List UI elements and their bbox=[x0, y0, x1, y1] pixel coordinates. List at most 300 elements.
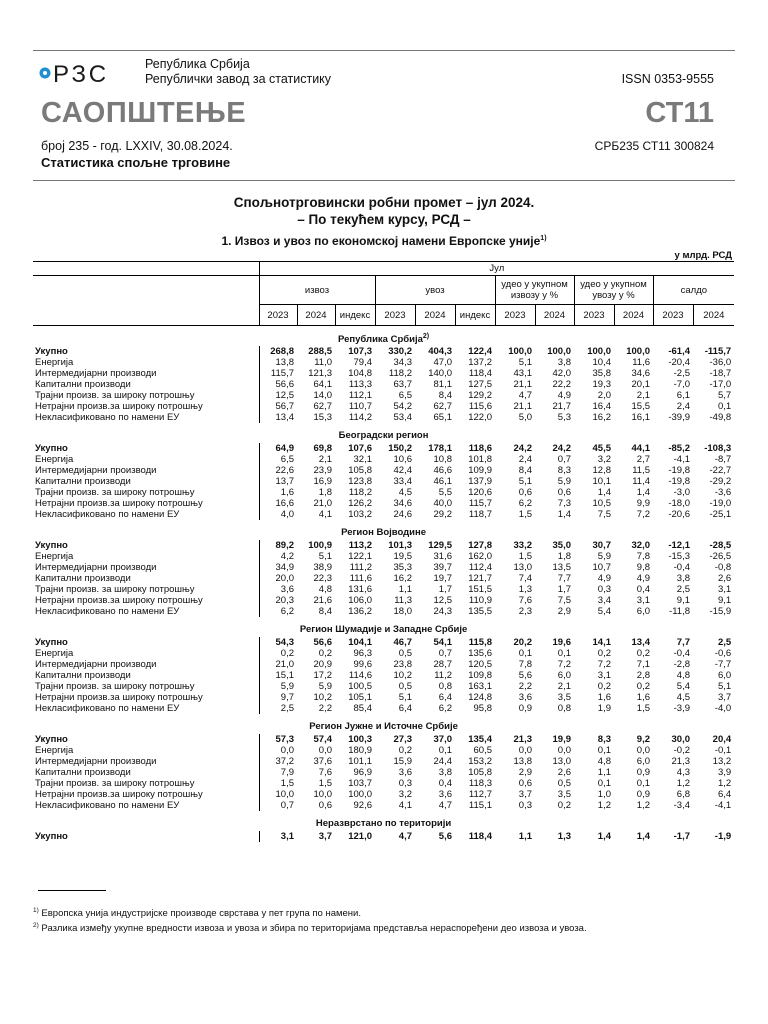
value-cell: -85,2 bbox=[668, 443, 690, 454]
value-cell: 3,1 bbox=[259, 831, 297, 842]
month-header: Јул bbox=[259, 262, 734, 276]
row-label: Капитални производи bbox=[35, 670, 131, 681]
value-cell: 44,1 bbox=[631, 443, 650, 454]
value-cell: 3,8 bbox=[676, 573, 690, 584]
year-header: 2024 bbox=[614, 305, 653, 326]
value-cell: 20,4 bbox=[712, 734, 732, 745]
value-cell: 1,6 bbox=[636, 692, 650, 703]
value-cell: 3,9 bbox=[717, 767, 732, 778]
value-cell: -19,0 bbox=[709, 498, 732, 509]
value-cell: 7,8 bbox=[518, 659, 532, 670]
region-header-row bbox=[33, 326, 734, 347]
value-cell: 121,7 bbox=[468, 573, 492, 584]
value-cell: 0,2 bbox=[636, 648, 650, 659]
value-cell: 56,7 bbox=[259, 401, 297, 412]
year-header: 2023 bbox=[574, 305, 614, 326]
value-cell: 27,3 bbox=[393, 734, 412, 745]
value-cell: 0,4 bbox=[636, 584, 650, 595]
value-cell: 1,3 bbox=[518, 584, 532, 595]
value-cell: 114,2 bbox=[348, 412, 372, 423]
value-cell: 42,4 bbox=[393, 465, 412, 476]
region-header-row bbox=[33, 714, 734, 734]
value-cell: 3,6 bbox=[398, 767, 412, 778]
table-row bbox=[33, 778, 734, 789]
row-label: Енергија bbox=[35, 454, 74, 465]
value-cell: -4,1 bbox=[673, 454, 690, 465]
value-cell: 1,6 bbox=[259, 487, 297, 498]
value-cell: 96,9 bbox=[353, 767, 372, 778]
rzs-logo bbox=[37, 60, 137, 86]
value-cell: 10,5 bbox=[592, 498, 611, 509]
year-header: 2024 bbox=[693, 305, 734, 326]
value-cell: 0,2 bbox=[557, 800, 571, 811]
footnote-2: $^{2)}$ Разлика између укупне вредности извоза и увоза и збира по територијама представља нераспоређени део извоза и увоза. bbox=[33, 922, 587, 935]
value-cell: -36,0 bbox=[709, 357, 732, 368]
value-cell: 45,5 bbox=[592, 443, 611, 454]
value-cell: 100,5 bbox=[348, 681, 372, 692]
region-header-row bbox=[33, 520, 734, 540]
value-cell: 13,0 bbox=[513, 562, 532, 573]
value-cell: 1,7 bbox=[557, 584, 571, 595]
value-cell: 1,4 bbox=[636, 487, 650, 498]
value-cell: 100,0 bbox=[348, 789, 372, 800]
value-cell: 113,2 bbox=[348, 540, 372, 551]
value-cell: 113,3 bbox=[348, 379, 372, 390]
row-label: Некласификовано по намени ЕУ bbox=[35, 703, 180, 714]
header-year-row bbox=[33, 305, 734, 326]
value-cell: 101,3 bbox=[388, 540, 412, 551]
value-cell: 115,1 bbox=[468, 800, 492, 811]
row-label: Нетрајни произв.за широку потрошњу bbox=[35, 789, 203, 800]
value-cell: 63,7 bbox=[393, 379, 412, 390]
value-cell: 3,5 bbox=[557, 692, 571, 703]
value-cell: 1,8 bbox=[318, 487, 332, 498]
value-cell: 69,8 bbox=[313, 443, 332, 454]
value-cell: 31,6 bbox=[433, 551, 452, 562]
import-header: увоз bbox=[375, 276, 495, 305]
value-cell: 1,4 bbox=[557, 509, 571, 520]
export-header: извоз bbox=[259, 276, 375, 305]
header-month-row bbox=[33, 262, 734, 276]
value-cell: 10,8 bbox=[433, 454, 452, 465]
series-code: СТ11 bbox=[645, 97, 714, 129]
value-cell: 16,4 bbox=[592, 401, 611, 412]
value-cell: -20,4 bbox=[668, 357, 690, 368]
value-cell: 4,8 bbox=[676, 670, 690, 681]
value-cell: -4,1 bbox=[714, 800, 732, 811]
value-cell: 101,8 bbox=[468, 454, 492, 465]
value-cell: 2,6 bbox=[557, 767, 571, 778]
value-cell: 6,0 bbox=[636, 606, 650, 617]
value-cell: 7,2 bbox=[597, 659, 611, 670]
value-cell: 6,2 bbox=[259, 606, 297, 617]
value-cell: 43,1 bbox=[513, 368, 532, 379]
value-cell: 40,0 bbox=[433, 498, 452, 509]
value-cell: 14,1 bbox=[592, 637, 611, 648]
value-cell: 15,3 bbox=[313, 412, 332, 423]
header-group-row bbox=[33, 276, 734, 305]
trade-table bbox=[33, 261, 734, 842]
value-cell: 2,2 bbox=[518, 681, 532, 692]
value-cell: 4,1 bbox=[318, 509, 332, 520]
value-cell: 9,8 bbox=[636, 562, 650, 573]
value-cell: 6,0 bbox=[636, 756, 650, 767]
value-cell: 3,7 bbox=[717, 692, 732, 703]
region-name: Регион Шумадије и Западне Србије bbox=[299, 623, 468, 635]
value-cell: 114,6 bbox=[348, 670, 372, 681]
value-cell: 4,1 bbox=[398, 800, 412, 811]
value-cell: 109,9 bbox=[468, 465, 492, 476]
value-cell: 10,1 bbox=[592, 476, 611, 487]
value-cell: 89,2 bbox=[259, 540, 297, 551]
value-cell: 115,6 bbox=[468, 401, 492, 412]
value-cell: -1,9 bbox=[714, 831, 732, 842]
value-cell: 135,6 bbox=[468, 648, 492, 659]
value-cell: 1,1 bbox=[518, 831, 532, 842]
value-cell: 1,0 bbox=[597, 789, 611, 800]
value-cell: 10,7 bbox=[592, 562, 611, 573]
value-cell: 6,5 bbox=[259, 454, 297, 465]
region-footnote-mark: 2) bbox=[422, 332, 430, 340]
table-row bbox=[33, 346, 734, 357]
value-cell: 11,3 bbox=[394, 595, 412, 606]
value-cell: 10,2 bbox=[313, 692, 332, 703]
value-cell: 20,1 bbox=[631, 379, 650, 390]
value-cell: 99,6 bbox=[353, 659, 372, 670]
value-cell: 1,5 bbox=[518, 509, 532, 520]
value-cell: 6,4 bbox=[438, 692, 452, 703]
value-cell: 16,1 bbox=[631, 412, 650, 423]
value-cell: 37,0 bbox=[433, 734, 452, 745]
value-cell: 8,3 bbox=[557, 465, 571, 476]
value-cell: 16,2 bbox=[393, 573, 412, 584]
value-cell: 4,5 bbox=[398, 487, 412, 498]
value-cell: 0,5 bbox=[557, 778, 571, 789]
value-cell: 12,8 bbox=[592, 465, 611, 476]
value-cell: 1,4 bbox=[636, 831, 650, 842]
value-cell: 162,0 bbox=[468, 551, 492, 562]
value-cell: 110,9 bbox=[468, 595, 492, 606]
value-cell: 7,5 bbox=[597, 509, 611, 520]
value-cell: 288,5 bbox=[308, 346, 332, 357]
value-cell: 35,3 bbox=[393, 562, 412, 573]
value-cell: 0,5 bbox=[398, 648, 412, 659]
year-header: 2023 bbox=[375, 305, 415, 326]
value-cell: 24,2 bbox=[552, 443, 571, 454]
value-cell: 19,5 bbox=[393, 551, 412, 562]
value-cell: 11,2 bbox=[434, 670, 452, 681]
row-label: Капитални производи bbox=[35, 573, 131, 584]
value-cell: -4,0 bbox=[714, 703, 732, 714]
value-cell: 136,2 bbox=[348, 606, 372, 617]
value-cell: 131,6 bbox=[348, 584, 372, 595]
row-label: Некласификовано по намени ЕУ bbox=[35, 509, 180, 520]
row-label: Укупно bbox=[35, 443, 68, 454]
value-cell: 11,0 bbox=[314, 357, 332, 368]
value-cell: 35,0 bbox=[552, 540, 571, 551]
value-cell: 3,2 bbox=[597, 454, 611, 465]
table-row bbox=[33, 767, 734, 778]
row-label: Капитални производи bbox=[35, 476, 131, 487]
value-cell: 3,8 bbox=[557, 357, 571, 368]
value-cell: 0,2 bbox=[259, 648, 297, 659]
value-cell: 1,1 bbox=[398, 584, 412, 595]
value-cell: 2,4 bbox=[676, 401, 690, 412]
value-cell: 9,2 bbox=[636, 734, 650, 745]
value-cell: 330,2 bbox=[388, 346, 412, 357]
value-cell: 2,1 bbox=[557, 681, 571, 692]
value-cell: 135,4 bbox=[468, 734, 492, 745]
region-name: Регион Јужне и Источне Србије bbox=[309, 720, 458, 732]
value-cell: 13,4 bbox=[259, 412, 297, 423]
value-cell: -19,8 bbox=[668, 476, 690, 487]
value-cell: 10,2 bbox=[393, 670, 412, 681]
value-cell: -22,7 bbox=[709, 465, 732, 476]
value-cell: 12,5 bbox=[259, 390, 297, 401]
value-cell: 105,8 bbox=[348, 465, 372, 476]
value-cell: 0,2 bbox=[318, 648, 332, 659]
value-cell: 2,3 bbox=[518, 606, 532, 617]
value-cell: 5,6 bbox=[438, 831, 452, 842]
value-cell: 15,9 bbox=[393, 756, 412, 767]
issn: ISSN 0353-9555 bbox=[621, 72, 714, 86]
value-cell: 0,6 bbox=[518, 487, 532, 498]
value-cell: 112,1 bbox=[348, 390, 372, 401]
value-cell: 121,0 bbox=[348, 831, 372, 842]
value-cell: 57,3 bbox=[259, 734, 297, 745]
value-cell: 0,1 bbox=[518, 648, 532, 659]
value-cell: 0,1 bbox=[438, 745, 452, 756]
table-row bbox=[33, 734, 734, 745]
value-cell: 7,2 bbox=[636, 509, 650, 520]
value-cell: 2,7 bbox=[636, 454, 650, 465]
value-cell: 16,9 bbox=[313, 476, 332, 487]
value-cell: 0,3 bbox=[597, 584, 611, 595]
value-cell: 109,8 bbox=[468, 670, 492, 681]
row-label: Капитални производи bbox=[35, 767, 131, 778]
value-cell: 1,3 bbox=[557, 831, 571, 842]
value-cell: 24,3 bbox=[433, 606, 452, 617]
value-cell: 3,6 bbox=[438, 789, 452, 800]
value-cell: -12,1 bbox=[668, 540, 690, 551]
value-cell: 60,5 bbox=[473, 745, 492, 756]
value-cell: 115,7 bbox=[259, 368, 297, 379]
unit-label: у млрд. РСД bbox=[674, 250, 732, 261]
table-row bbox=[33, 562, 734, 573]
value-cell: 2,9 bbox=[557, 606, 571, 617]
value-cell: -2,8 bbox=[673, 659, 690, 670]
page-title: Спољнотрговински робни промет – јул 2024. bbox=[233, 195, 535, 210]
value-cell: 9,9 bbox=[636, 498, 650, 509]
value-cell: 0,7 bbox=[438, 648, 452, 659]
value-cell: 3,6 bbox=[518, 692, 532, 703]
value-cell: 100,0 bbox=[547, 346, 571, 357]
value-cell: 1,2 bbox=[717, 778, 732, 789]
value-cell: 120,6 bbox=[468, 487, 492, 498]
value-cell: 6,0 bbox=[557, 670, 571, 681]
value-cell: 1,5 bbox=[318, 778, 332, 789]
value-cell: 30,7 bbox=[592, 540, 611, 551]
value-cell: 100,0 bbox=[626, 346, 650, 357]
value-cell: 42,0 bbox=[552, 368, 571, 379]
value-cell: 268,8 bbox=[259, 346, 297, 357]
value-cell: 2,8 bbox=[636, 670, 650, 681]
value-cell: 1,6 bbox=[597, 692, 611, 703]
header-rule bbox=[33, 180, 735, 181]
value-cell: 79,4 bbox=[353, 357, 372, 368]
row-label: Нетрајни произв.за широку потрошњу bbox=[35, 692, 203, 703]
value-cell: 0,0 bbox=[557, 745, 571, 756]
value-cell: 0,5 bbox=[398, 681, 412, 692]
value-cell: -18,0 bbox=[668, 498, 690, 509]
value-cell: 5,7 bbox=[717, 390, 732, 401]
value-cell: 3,5 bbox=[557, 789, 571, 800]
value-cell: 0,1 bbox=[597, 745, 611, 756]
region-name: Неразврстано по територији bbox=[315, 817, 452, 829]
value-cell: 4,7 bbox=[518, 390, 532, 401]
value-cell: 5,4 bbox=[676, 681, 690, 692]
value-cell: 85,4 bbox=[353, 703, 372, 714]
value-cell: 47,0 bbox=[433, 357, 452, 368]
value-cell: 3,6 bbox=[259, 584, 297, 595]
value-cell: 0,9 bbox=[636, 767, 650, 778]
value-cell: 111,6 bbox=[349, 573, 372, 584]
value-cell: 13,5 bbox=[552, 562, 571, 573]
value-cell: 62,7 bbox=[313, 401, 332, 412]
value-cell: 81,1 bbox=[433, 379, 452, 390]
table-row bbox=[33, 648, 734, 659]
value-cell: 10,0 bbox=[313, 789, 332, 800]
value-cell: 37,6 bbox=[313, 756, 332, 767]
value-cell: 0,2 bbox=[597, 648, 611, 659]
value-cell: 118,3 bbox=[468, 778, 492, 789]
value-cell: 3,1 bbox=[717, 584, 732, 595]
table-row bbox=[33, 670, 734, 681]
table-row bbox=[33, 637, 734, 648]
value-cell: 4,8 bbox=[597, 756, 611, 767]
value-cell: 21,1 bbox=[513, 379, 532, 390]
row-label: Капитални производи bbox=[35, 379, 131, 390]
value-cell: 118,2 bbox=[348, 487, 372, 498]
value-cell: 37,2 bbox=[259, 756, 297, 767]
row-label: Нетрајни произв.за широку потрошњу bbox=[35, 401, 203, 412]
value-cell: 115,8 bbox=[468, 637, 492, 648]
row-label: Укупно bbox=[35, 540, 68, 551]
doc-type: САОПШТЕЊЕ bbox=[41, 97, 247, 129]
share-export-header: удео у укупном извозу у % bbox=[495, 276, 574, 305]
value-cell: 10,4 bbox=[592, 357, 611, 368]
value-cell: 38,9 bbox=[313, 562, 332, 573]
row-label: Интермедијарни производи bbox=[35, 659, 157, 670]
value-cell: -0,8 bbox=[714, 562, 732, 573]
year-header: 2023 bbox=[653, 305, 693, 326]
region-header-row bbox=[33, 617, 734, 637]
row-label: Укупно bbox=[35, 831, 68, 842]
value-cell: 34,3 bbox=[393, 357, 412, 368]
value-cell: 0,7 bbox=[557, 454, 571, 465]
value-cell: 19,9 bbox=[552, 734, 571, 745]
value-cell: 4,3 bbox=[676, 767, 690, 778]
value-cell: 153,2 bbox=[468, 756, 492, 767]
value-cell: 20,9 bbox=[313, 659, 332, 670]
value-cell: 4,2 bbox=[259, 551, 297, 562]
value-cell: 13,8 bbox=[259, 357, 297, 368]
value-cell: -7,0 bbox=[673, 379, 690, 390]
reference-code: СРБ235 СТ11 300824 bbox=[594, 139, 714, 153]
value-cell: 6,5 bbox=[398, 390, 412, 401]
value-cell: 2,5 bbox=[676, 584, 690, 595]
value-cell: 127,5 bbox=[468, 379, 492, 390]
value-cell: 105,1 bbox=[348, 692, 372, 703]
value-cell: 33,4 bbox=[393, 476, 412, 487]
value-cell: 4,8 bbox=[318, 584, 332, 595]
value-cell: 8,4 bbox=[438, 390, 452, 401]
value-cell: 64,1 bbox=[313, 379, 332, 390]
value-cell: 21,1 bbox=[513, 401, 532, 412]
value-cell: 22,2 bbox=[552, 379, 571, 390]
value-cell: 15,1 bbox=[259, 670, 297, 681]
value-cell: 7,7 bbox=[676, 637, 690, 648]
value-cell: 104,8 bbox=[348, 368, 372, 379]
row-label: Некласификовано по намени ЕУ bbox=[35, 800, 180, 811]
value-cell: 21,6 bbox=[313, 595, 332, 606]
value-cell: -17,0 bbox=[709, 379, 732, 390]
value-cell: 0,7 bbox=[259, 800, 297, 811]
value-cell: 404,3 bbox=[428, 346, 452, 357]
value-cell: 1,1 bbox=[597, 767, 611, 778]
value-cell: 0,1 bbox=[636, 778, 650, 789]
value-cell: -108,3 bbox=[704, 443, 732, 454]
row-label: Некласификовано по намени ЕУ bbox=[35, 412, 180, 423]
value-cell: 39,7 bbox=[433, 562, 452, 573]
value-cell: 5,0 bbox=[518, 412, 532, 423]
value-cell: 7,6 bbox=[318, 767, 332, 778]
value-cell: 122,4 bbox=[468, 346, 492, 357]
value-cell: 111,2 bbox=[349, 562, 372, 573]
value-cell: 163,1 bbox=[468, 681, 492, 692]
value-cell: 13,7 bbox=[259, 476, 297, 487]
footnote-1: $^{1)}$ Европска унија индустријске производе сврстава у пет група по намени. bbox=[33, 907, 361, 920]
table-row bbox=[33, 368, 734, 379]
value-cell: 126,2 bbox=[348, 498, 372, 509]
value-cell: 5,1 bbox=[318, 551, 332, 562]
value-cell: 21,0 bbox=[313, 498, 332, 509]
row-label: Укупно bbox=[35, 734, 68, 745]
value-cell: 5,9 bbox=[259, 681, 297, 692]
value-cell: 2,0 bbox=[597, 390, 611, 401]
value-cell: 7,8 bbox=[636, 551, 650, 562]
value-cell: 4,5 bbox=[676, 692, 690, 703]
value-cell: 6,2 bbox=[518, 498, 532, 509]
row-label: Интермедијарни производи bbox=[35, 368, 157, 379]
share-import-header: удео у укупном увозу у % bbox=[574, 276, 653, 305]
row-label: Интермедијарни производи bbox=[35, 465, 157, 476]
value-cell: 4,9 bbox=[557, 390, 571, 401]
value-cell: 137,9 bbox=[468, 476, 492, 487]
value-cell: 23,8 bbox=[393, 659, 412, 670]
value-cell: 1,2 bbox=[636, 800, 650, 811]
value-cell: -115,7 bbox=[704, 346, 732, 357]
value-cell: 6,0 bbox=[717, 670, 732, 681]
issue-info: број 235 - год. LXXIV, 30.08.2024. bbox=[41, 139, 233, 153]
value-cell: 14,0 bbox=[313, 390, 332, 401]
table-row bbox=[33, 412, 734, 423]
value-cell: 19,6 bbox=[552, 637, 571, 648]
value-cell: 118,6 bbox=[468, 443, 492, 454]
value-cell: 21,7 bbox=[552, 401, 571, 412]
value-cell: 5,4 bbox=[597, 606, 611, 617]
value-cell: 8,3 bbox=[597, 734, 611, 745]
